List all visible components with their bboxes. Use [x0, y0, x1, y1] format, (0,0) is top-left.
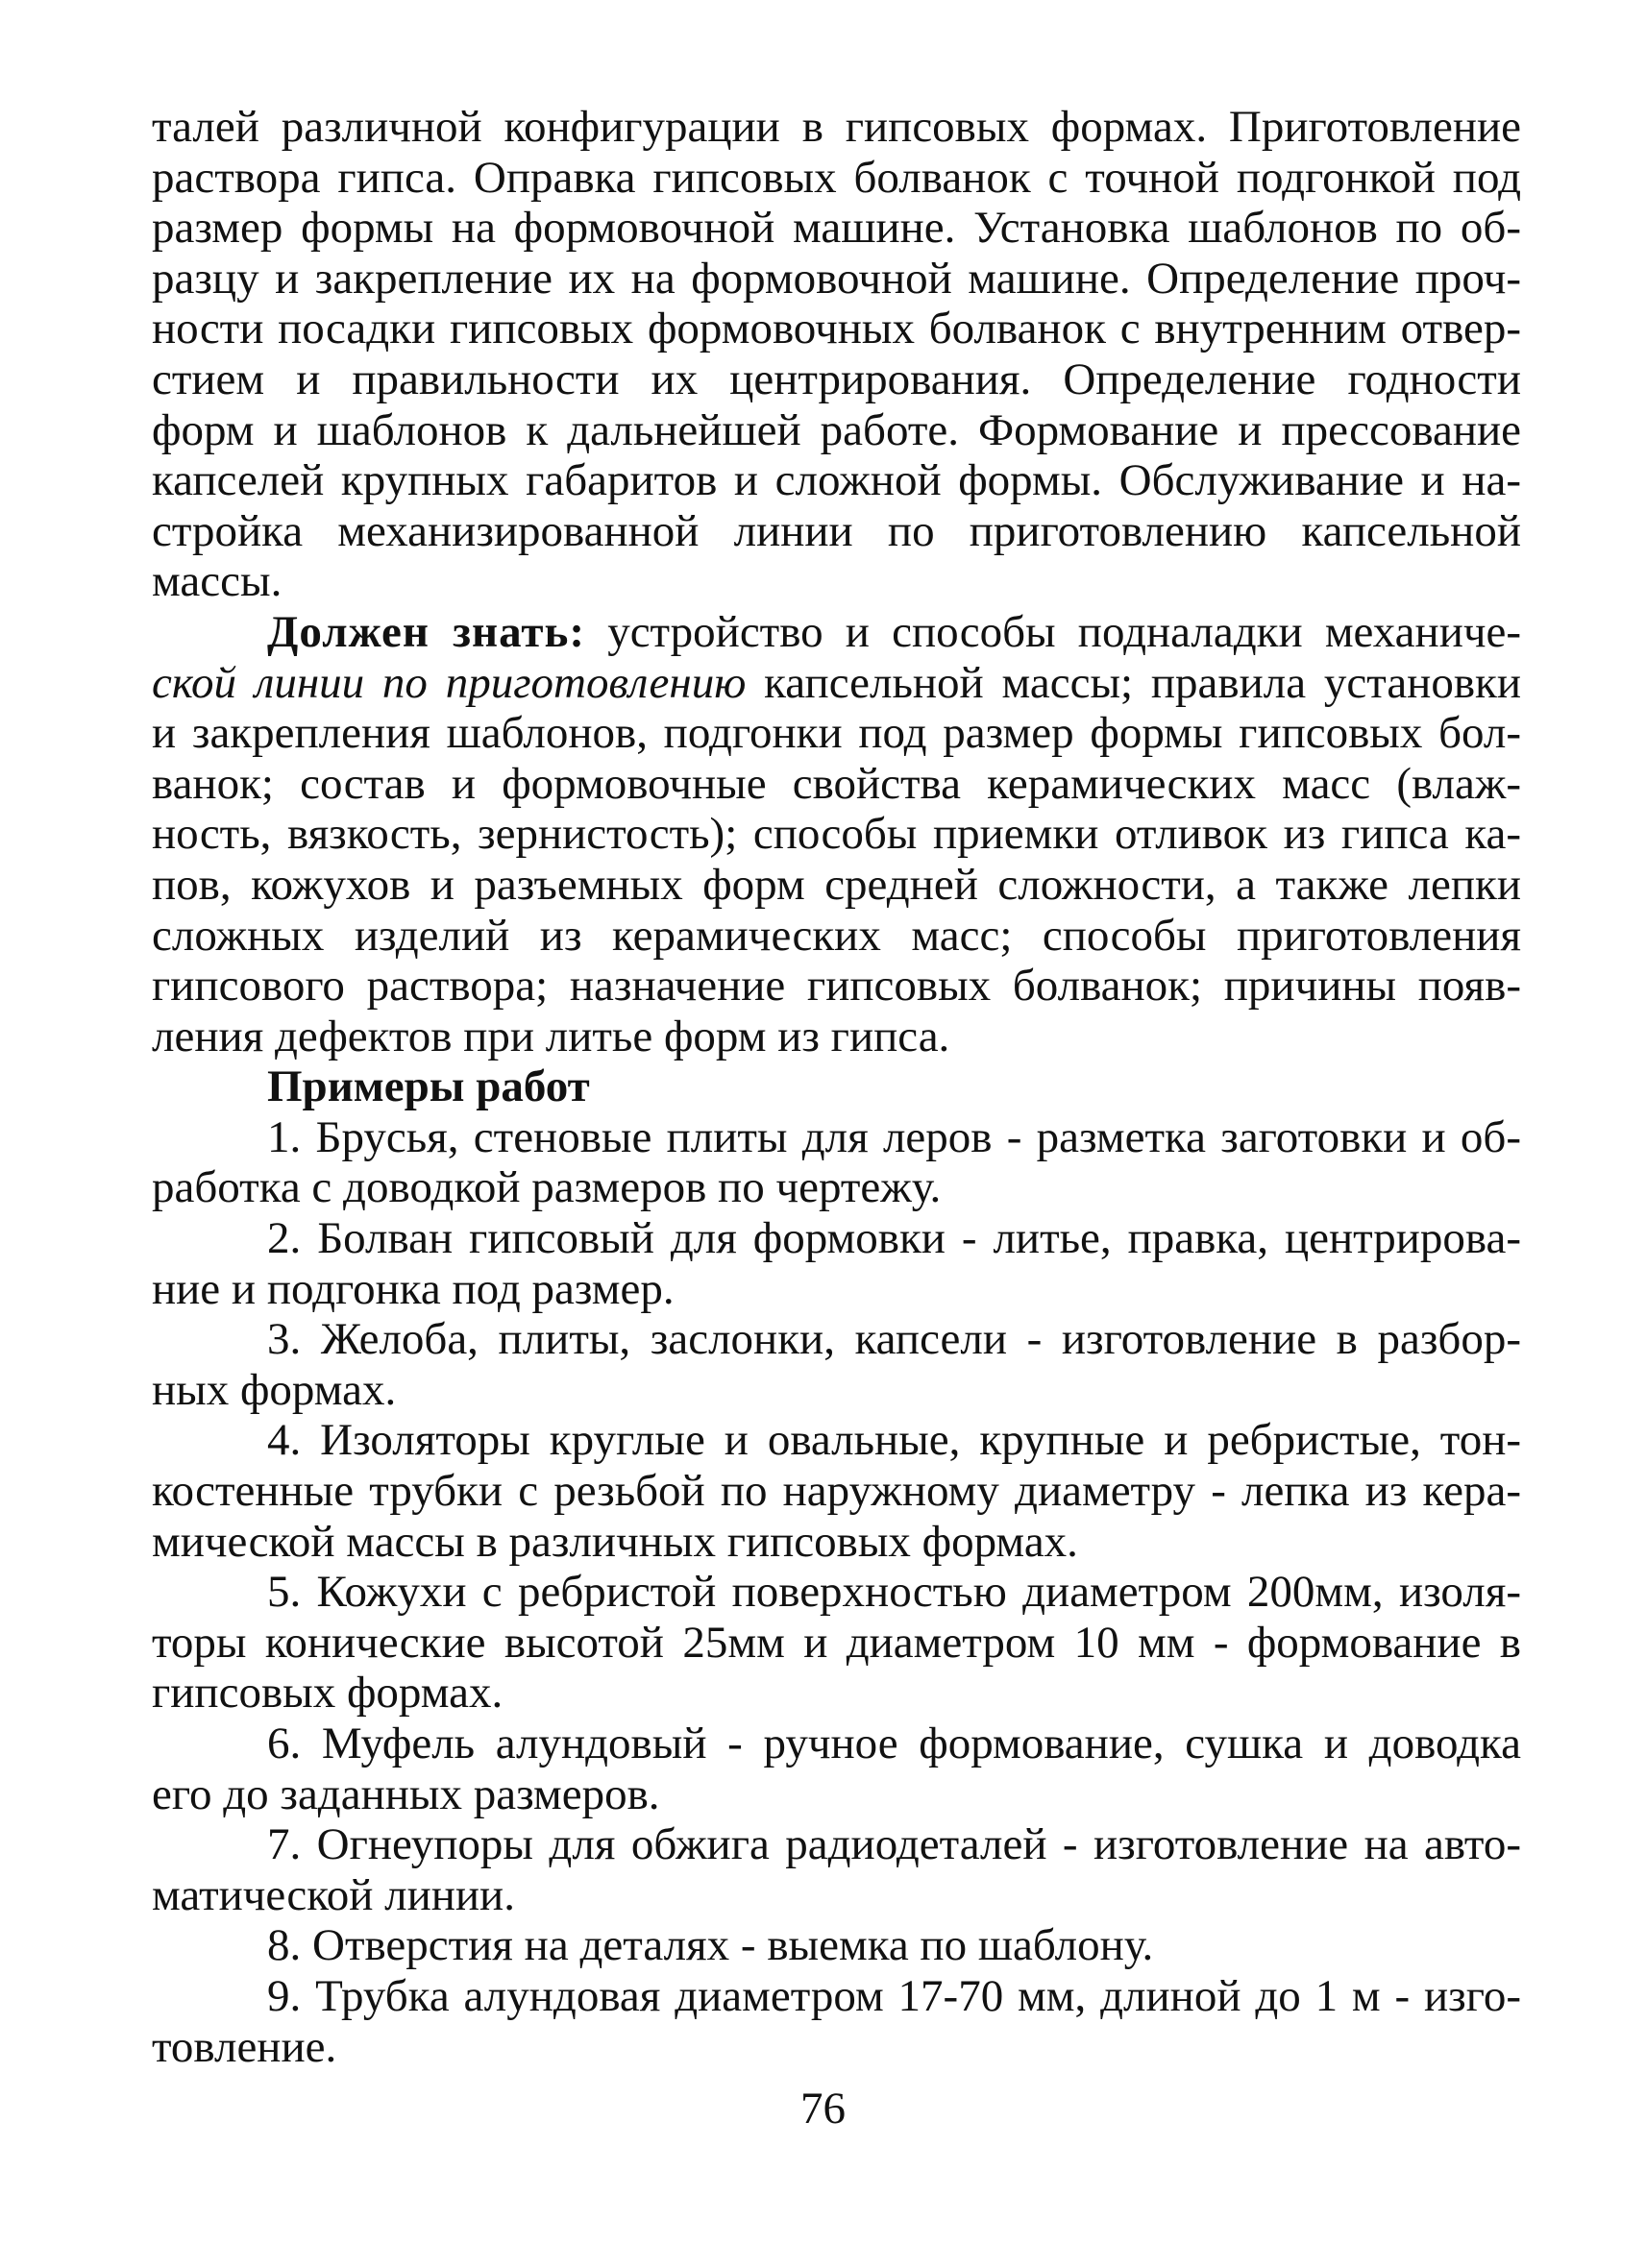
knowledge-line: ность, вязкость, зернистость); способы приемки отливок из гипса ка- [152, 809, 1521, 860]
knowledge-paragraph [152, 607, 1521, 1061]
intro-line: стройка механизированной линии по приготовлению капсельной [152, 505, 1521, 556]
example-line: 1. Брусья, стеновые плиты для леров - разметка заготовки и об- [267, 1111, 1521, 1162]
intro-line: талей различной конфигурации в гипсовых формах. Приготовление [152, 102, 1521, 152]
example-line: работка с доводкой размеров по чертежу. [152, 1162, 942, 1213]
example-line: ние и подгонка под размер. [152, 1263, 675, 1314]
example-item [152, 1314, 1521, 1415]
example-line: 3. Желоба, плиты, заслонки, капсели - изготовление в разбор- [267, 1314, 1521, 1365]
example-line: матической линии. [152, 1869, 515, 1920]
example-item [152, 1213, 1521, 1314]
knowledge-line: ванок; состав и формовочные свойства керамических масс (влаж- [152, 758, 1521, 809]
knowledge-line: ления дефектов при литье форм из гипса. [152, 1011, 950, 1061]
intro-line: стием и правильности их центрирования. Определение годности [152, 354, 1521, 404]
examples-list [152, 1112, 1521, 2072]
example-item [152, 1567, 1521, 1719]
example-line: гипсовых формах. [152, 1668, 504, 1719]
knowledge-line [152, 607, 1521, 658]
example-item [152, 1920, 1521, 1971]
knowledge-italic-phrase: ской линии по приготовлению [152, 657, 747, 708]
intro-line: массы. [152, 556, 283, 607]
page-text [152, 102, 1521, 2072]
example-line: 7. Огнеупоры для обжига радиодеталей - изготовление на авто- [267, 1819, 1521, 1870]
example-item [152, 1819, 1521, 1920]
knowledge-line [152, 658, 1521, 709]
example-line: костенные трубки с резьбой по наружному диаметру - лепка из кера- [152, 1466, 1521, 1517]
intro-line: разцу и закрепление их на формовочной машине. Определение проч- [152, 253, 1521, 304]
knowledge-line: сложных изделий из керамических масс; способы приготовления [152, 910, 1521, 961]
page-number: 76 [800, 2084, 846, 2134]
example-line: 5. Кожухи с ребристой поверхностью диаметром 200мм, изоля- [267, 1567, 1521, 1618]
example-line: 2. Болван гипсовый для формовки - литье, правка, центрирова- [267, 1213, 1521, 1264]
knowledge-lead: Должен знать: [267, 606, 586, 657]
example-line: его до заданных размеров. [152, 1768, 660, 1819]
examples-heading: Примеры работ [267, 1061, 590, 1112]
intro-line: капселей крупных габаритов и сложной формы. Обслуживание и на- [152, 455, 1521, 506]
intro-line: ности посадки гипсовых формовочных болванок с внутренним отвер- [152, 304, 1521, 354]
example-item [152, 1971, 1521, 2072]
example-line: торы конические высотой 25мм и диаметром 10 мм - формование в [152, 1617, 1521, 1668]
intro-line: размер формы на формовочной машине. Установка шаблонов по об- [152, 203, 1521, 254]
intro-paragraph [152, 102, 1521, 607]
knowledge-line: и закрепления шаблонов, подгонки под размер формы гипсовых бол- [152, 708, 1521, 759]
knowledge-line-rest: капсельной массы; правила установки [746, 657, 1522, 708]
intro-line: раствора гипса. Оправка гипсовых болванок с точной подгонкой под [152, 152, 1521, 203]
example-line: 8. Отверстия на деталях - выемка по шаблону. [267, 1920, 1154, 1971]
example-line: 9. Трубка алундовая диаметром 17-70 мм, длиной до 1 м - изго- [267, 1970, 1521, 2021]
example-line: 6. Муфель алундовый - ручное формование, сушка и доводка [267, 1719, 1521, 1768]
knowledge-line: гипсового раствора; назначение гипсовых болванок; причины появ- [152, 961, 1521, 1012]
intro-line: форм и шаблонов к дальнейшей работе. Формование и прессование [152, 404, 1521, 455]
example-line: 4. Изоляторы круглые и овальные, крупные и ребристые, тон- [267, 1415, 1521, 1466]
example-item [152, 1415, 1521, 1567]
knowledge-line: пов, кожухов и разъемных форм средней сложности, а также лепки [152, 859, 1521, 910]
example-item [152, 1719, 1521, 1819]
knowledge-line-rest: устройство и способы подналадки механиче- [585, 606, 1521, 657]
example-item [152, 1112, 1521, 1213]
example-line: ных формах. [152, 1364, 397, 1415]
example-line: мической массы в различных гипсовых формах. [152, 1516, 1078, 1567]
example-line: товление. [152, 2021, 337, 2072]
